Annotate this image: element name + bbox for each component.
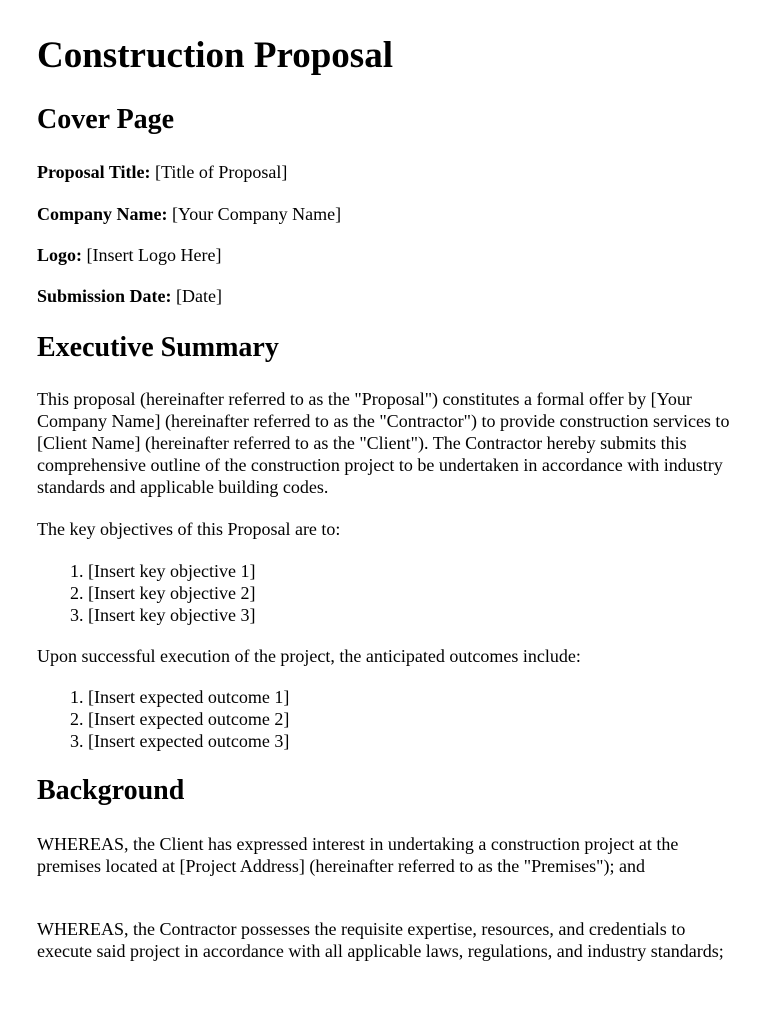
- list-item: 1. [Insert expected outcome 1]: [88, 686, 289, 708]
- outcomes-intro: Upon successful execution of the project, the anticipated outcomes include:: [37, 646, 581, 666]
- field-value: [Title of Proposal]: [155, 162, 288, 182]
- field-company-name: [37, 203, 341, 225]
- list-item: 3. [Insert key objective 3]: [88, 604, 255, 626]
- field-submission-date: [37, 285, 222, 307]
- cover-page-heading: Cover Page: [37, 104, 175, 135]
- executive-summary-intro: This proposal (hereinafter referred to as the "Proposal") constitutes a formal offer by [Your Company Name] (hereinafter referred to as the "Contractor") to provide construction services to [Client Name] (hereinafter referred to as the "Client"). The Contractor hereby submits this comprehensive outline of the construction project to be undertaken in accordance with industry standards and applicable building codes.: [37, 389, 730, 497]
- document-title: Construction Proposal: [37, 35, 393, 76]
- field-value: [Date]: [176, 286, 222, 306]
- field-value: [Your Company Name]: [172, 204, 342, 224]
- list-item: 2. [Insert expected outcome 2]: [88, 708, 289, 730]
- list-item: 3. [Insert expected outcome 3]: [88, 730, 289, 752]
- field-logo: [37, 244, 221, 266]
- background-paragraph: WHEREAS, the Contractor possesses the requisite expertise, resources, and credentials to execute said project in accordance with all applicable laws, regulations, and industry standards;: [37, 919, 724, 961]
- field-label: Proposal Title:: [37, 162, 151, 182]
- objectives-list: [37, 560, 255, 626]
- field-label: Submission Date:: [37, 286, 172, 306]
- objectives-intro: The key objectives of this Proposal are to:: [37, 519, 341, 539]
- field-label: Company Name:: [37, 204, 168, 224]
- background-paragraph: WHEREAS, the Client has expressed interest in undertaking a construction project at the premises located at [Project Address] (hereinafter referred to as the "Premises"); and: [37, 834, 679, 876]
- executive-summary-heading: Executive Summary: [37, 332, 279, 363]
- outcomes-list: [37, 686, 289, 752]
- background-heading: Background: [37, 775, 185, 806]
- field-proposal-title: [37, 161, 287, 183]
- list-item: 2. [Insert key objective 2]: [88, 582, 255, 604]
- list-item: 1. [Insert key objective 1]: [88, 560, 255, 582]
- field-label: Logo:: [37, 245, 82, 265]
- field-value: [Insert Logo Here]: [86, 245, 222, 265]
